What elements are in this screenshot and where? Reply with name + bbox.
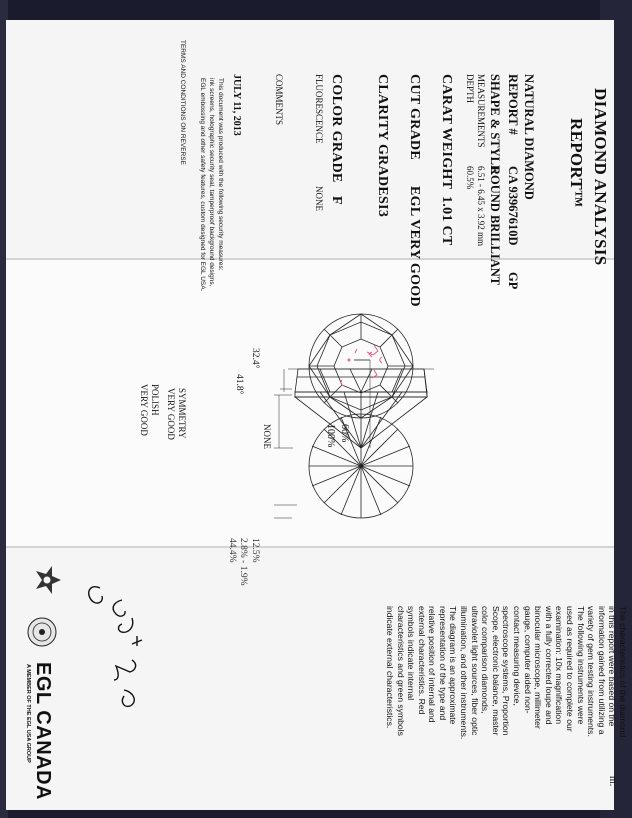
instruments-description xyxy=(384,606,628,739)
security-line-2: ink screens, holographic security seal, tamperproof background designs, xyxy=(208,78,215,287)
depth-value: 60.5% xyxy=(465,166,475,190)
table-label: 60% xyxy=(339,424,350,443)
crown-plot-diagram xyxy=(309,314,413,418)
crown-height-label: 12.5% xyxy=(250,538,260,563)
total-depth-label: 100% xyxy=(325,424,336,448)
description-line: gauge, computer aided non- xyxy=(522,606,533,714)
description-line: binocular microscope, millimeter xyxy=(533,606,544,729)
carat-label: CARAT WEIGHT xyxy=(439,74,454,190)
description-line: spectroscope systems, Proportion xyxy=(501,606,512,736)
polish-label: POLISH xyxy=(150,384,160,416)
inclusion-marks xyxy=(341,345,382,386)
description-line: with a fully corrected loupe and xyxy=(543,606,554,725)
color-label: COLOR GRADE xyxy=(329,74,344,183)
description-line: The diagram is an approximate xyxy=(448,606,459,725)
report-suffix: GP xyxy=(506,272,520,290)
security-line-1: This document was produced with the following security measures: xyxy=(217,78,224,271)
report-number: CA 93967610D xyxy=(506,166,520,246)
description-line: representation of the type and xyxy=(437,606,448,721)
brand-name: EGL CANADA xyxy=(32,662,54,800)
description-line: Scope, electronic balance, master xyxy=(490,606,501,736)
description-line: in this report were based on the xyxy=(607,606,618,727)
clarity-label: CLARITY GRADE xyxy=(375,74,390,197)
description-line: examination: 10x magnification xyxy=(554,606,565,724)
description-line: used as required to complete our xyxy=(565,606,576,732)
description-line: symbols indicate internal xyxy=(406,606,417,701)
crown-angle-label: 32.4° xyxy=(250,348,260,369)
description-line: characteristics and green symbols xyxy=(395,606,406,736)
terms-note: TERMS AND CONDITIONS ON REVERSE xyxy=(179,40,186,165)
shape-value: ROUND BRILLIANT xyxy=(488,166,502,286)
description-line: external characteristics. Red xyxy=(416,606,427,715)
description-line: relative position of internal and xyxy=(427,606,438,723)
carat-value: 1.01 CT xyxy=(439,196,454,246)
color-value: F xyxy=(329,196,344,205)
description-line: variety of gem testing instruments. xyxy=(586,606,597,737)
measurements-value: 6.51 - 6.45 x 3.92 mm xyxy=(476,166,486,246)
pavilion-angle-label: 41.8° xyxy=(234,374,244,395)
fluorescence-label: FLUORESCENCE xyxy=(314,74,324,144)
measurements-label: MEASUREMENTS xyxy=(476,74,486,148)
description-line: color comparison diamonds, xyxy=(480,606,491,714)
polish-value: VERY GOOD xyxy=(139,384,149,436)
description-line: indicate external characteristics. xyxy=(384,606,395,729)
report-number-label: REPORT # xyxy=(506,74,520,135)
fluorescence-value: NONE xyxy=(314,186,324,211)
symmetry-value: VERY GOOD xyxy=(166,388,176,440)
shape-label: SHAPE & STYLE xyxy=(488,74,502,174)
natural-diamond-label: NATURAL DIAMOND xyxy=(522,74,536,200)
description-line: The characteristics of the diamond xyxy=(618,606,628,738)
clarity-value: SI3 xyxy=(375,196,390,218)
report-date: JULY 11, 2013 xyxy=(231,74,242,136)
edge-fragment: m. xyxy=(607,776,618,787)
description-line: illumination, and other instruments. xyxy=(459,606,470,740)
cut-value: EGL VERY GOOD xyxy=(407,186,422,307)
culet-label: NONE xyxy=(262,424,272,449)
pavilion-depth-label: 44.4% xyxy=(227,538,237,563)
report-title-line1: DIAMOND ANALYSIS xyxy=(591,88,610,266)
security-line-3: EGL embossing and other safety features, custom designed for EGL USA. xyxy=(199,78,206,292)
report-title-line2: REPORT™ xyxy=(567,118,586,208)
description-line: The following instruments were xyxy=(575,606,586,725)
comments-label: COMMENTS xyxy=(274,74,284,126)
description-line: contact measuring device, xyxy=(512,606,523,706)
cut-label: CUT GRADE xyxy=(407,74,422,161)
depth-label: DEPTH xyxy=(465,74,475,103)
symmetry-label: SYMMETRY xyxy=(177,388,187,439)
brand-tagline: A MEMBER OF THE EGL USA GROUP xyxy=(25,664,31,763)
description-line: ultraviolet light sources, fiber optic xyxy=(469,606,480,736)
girdle-label: 2.8% - 1.9% xyxy=(238,538,248,586)
description-line: information gained from utilizing a xyxy=(596,606,607,735)
